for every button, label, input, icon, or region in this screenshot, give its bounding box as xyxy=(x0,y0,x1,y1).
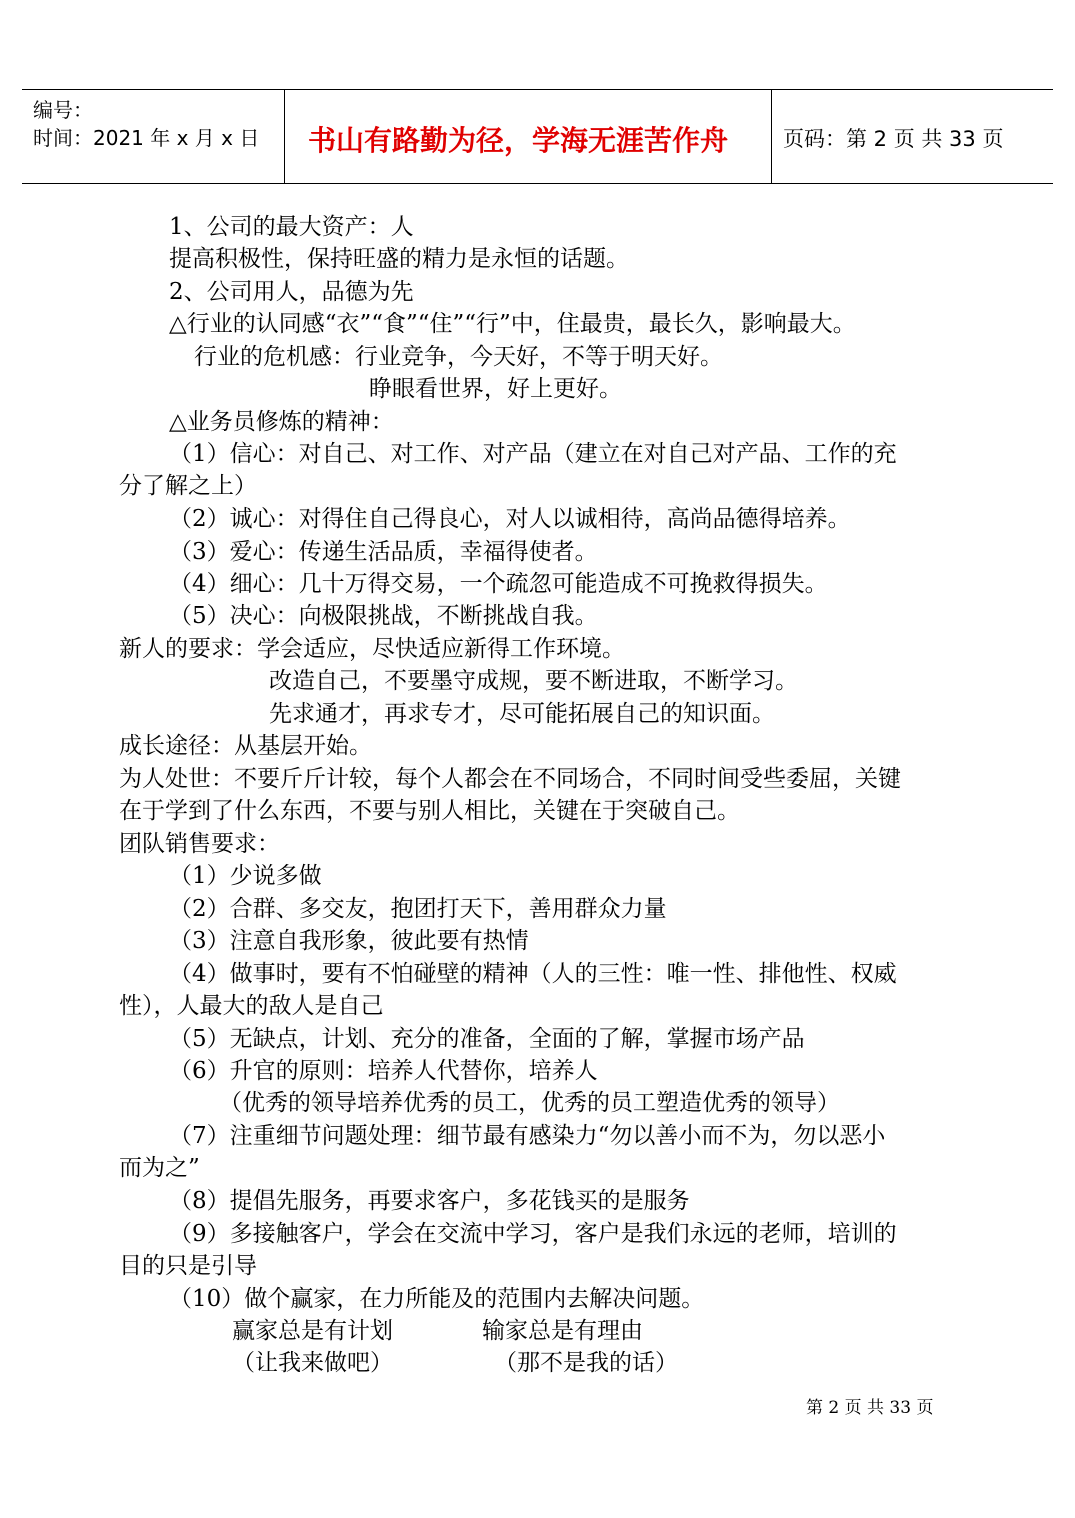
motto: 书山有路勤为径，学海无涯苦作舟 xyxy=(308,124,729,157)
body-line: （4）细心：几十万得交易，一个疏忽可能造成不可挽救得损失。 xyxy=(169,571,828,597)
page-info: 页码：第 2 页 共 33 页 xyxy=(783,127,1004,151)
time-label: 时间：2021 年 x 月 x 日 xyxy=(33,126,260,150)
body-line: 行业的危机感：行业竞争，今天好，不等于明天好。 xyxy=(194,344,723,370)
header-motto-cell xyxy=(284,90,772,183)
body-line: 1、公司的最大资产：人 xyxy=(169,214,414,240)
body-line: （让我来做吧） xyxy=(232,1350,393,1376)
body-line: 新人的要求：学会适应，尽快适应新得工作环境。 xyxy=(119,636,625,662)
body-line: 目的只是引导 xyxy=(119,1253,257,1279)
body-line: （那不是我的话） xyxy=(494,1350,678,1376)
body-line: 2、公司用人，品德为先 xyxy=(169,279,414,305)
body-line: 在于学到了什么东西，不要与别人相比，关键在于突破自己。 xyxy=(119,798,740,824)
body-line: 输家总是有理由 xyxy=(482,1318,643,1344)
body-line: 分了解之上） xyxy=(119,473,257,499)
body-line: （4）做事时，要有不怕碰壁的精神（人的三性：唯一性、排他性、权威 xyxy=(169,961,897,987)
body-line: 团队销售要求： xyxy=(119,831,280,857)
body-line: 为人处世：不要斤斤计较，每个人都会在不同场合，不同时间受些委屈，关键 xyxy=(119,766,901,792)
body-line: （8）提倡先服务，再要求客户，多花钱买的是服务 xyxy=(169,1188,690,1214)
body-line: （2）诚心：对得住自己得良心，对人以诚相待，高尚品德得培养。 xyxy=(169,506,851,532)
body-line: （6）升官的原则：培养人代替你，培养人 xyxy=(169,1058,598,1084)
body-line: 先求通才，再求专才，尽可能拓展自己的知识面。 xyxy=(269,701,775,727)
body-line: △行业的认同感“衣”“食”“住”“行”中，住最贵，最长久，影响最大。 xyxy=(169,311,856,337)
page-footer: 第 2 页 共 33 页 xyxy=(806,1398,934,1418)
number-label: 编号： xyxy=(33,98,93,122)
body-line: 成长途径：从基层开始。 xyxy=(119,733,372,759)
page-header xyxy=(22,89,1053,184)
body-line: （9）多接触客户，学会在交流中学习，客户是我们永远的老师，培训的 xyxy=(169,1221,897,1247)
body-line: 而为之” xyxy=(119,1155,200,1181)
body-line: （5）无缺点，计划、充分的准备，全面的了解，掌握市场产品 xyxy=(169,1026,805,1052)
body-line: （1）少说多做 xyxy=(169,863,322,889)
body-line: （7）注重细节问题处理：细节最有感染力“勿以善小而不为，勿以恶小 xyxy=(169,1123,886,1149)
body-line: （2）合群、多交友，抱团打天下，善用群众力量 xyxy=(169,896,667,922)
body-line: （10）做个赢家，在力所能及的范围内去解决问题。 xyxy=(169,1286,705,1312)
body-line: （3）注意自我形象，彼此要有热情 xyxy=(169,928,529,954)
body-line: （优秀的领导培养优秀的员工，优秀的员工塑造优秀的领导） xyxy=(219,1090,840,1116)
body-line: 性），人最大的敌人是自己 xyxy=(119,993,384,1019)
body-line: （5）决心：向极限挑战，不断挑战自我。 xyxy=(169,603,598,629)
header-page-cell xyxy=(771,90,1053,183)
body-line: 改造自己，不要墨守成规，要不断进取，不断学习。 xyxy=(269,668,798,694)
body-line: （3）爱心：传递生活品质，幸福得使者。 xyxy=(169,539,598,565)
body-line: △业务员修炼的精神： xyxy=(169,409,394,435)
header-meta-cell xyxy=(22,90,285,183)
body-line: 赢家总是有计划 xyxy=(232,1318,393,1344)
body-line: 提高积极性，保持旺盛的精力是永恒的话题。 xyxy=(169,246,629,272)
body-line: 睁眼看世界，好上更好。 xyxy=(369,376,622,402)
body-line: （1）信心：对自己、对工作、对产品（建立在对自己对产品、工作的充 xyxy=(169,441,897,467)
